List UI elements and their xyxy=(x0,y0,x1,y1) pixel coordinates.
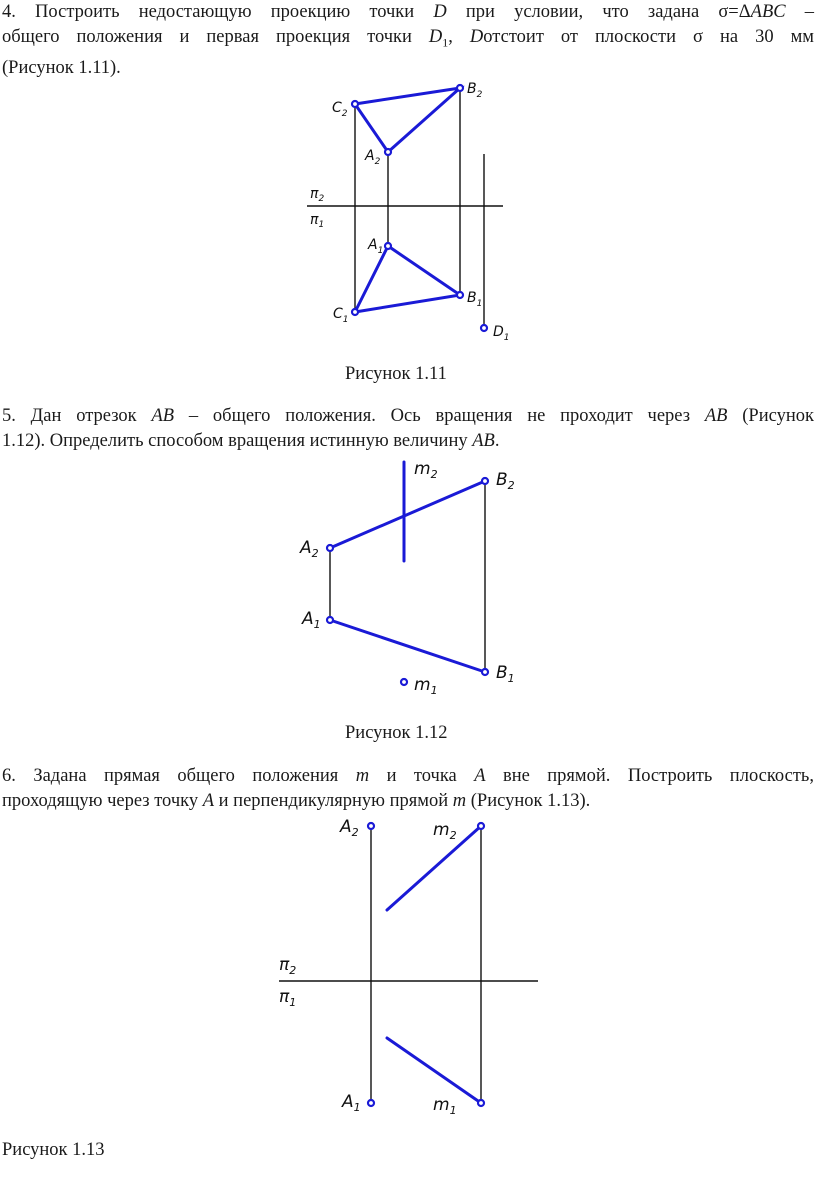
fig12-label-a2: $A_2$ xyxy=(300,538,319,560)
fig12-label-a1: $A_1$ xyxy=(302,609,321,631)
fig12-point-b2 xyxy=(482,478,488,484)
fig11-label-pi1: $\pi_1$ xyxy=(310,212,325,230)
fig13-label-a1: $A_1$ xyxy=(342,1092,361,1114)
fig11-caption: Рисунок 1.11 xyxy=(345,364,447,384)
fig11-label-c2: $C_2$ xyxy=(332,100,348,119)
fig12-point-a2 xyxy=(327,545,333,551)
task5-line1: 5. Дан отрезок AB – общего положения. Ось вращения не проходит через AB (Рисунок xyxy=(2,406,814,426)
fig11-point-c1 xyxy=(352,309,358,315)
task4-line3: (Рисунок 1.11). xyxy=(2,57,121,78)
fig11-point-b1 xyxy=(457,292,463,298)
fig12-label-m1: $m_1$ xyxy=(414,675,438,697)
fig12-segment-ab1 xyxy=(330,620,485,672)
fig13-line-m1 xyxy=(387,1038,481,1103)
fig11-triangle-1 xyxy=(355,246,460,312)
fig12-caption: Рисунок 1.12 xyxy=(345,723,448,743)
fig12-point-m1 xyxy=(401,679,407,685)
figure-1-11 xyxy=(0,0,816,360)
task6-text xyxy=(2,764,814,814)
fig12-segment-ab2 xyxy=(330,481,485,548)
figure-1-12 xyxy=(0,440,816,740)
fig12-point-b1 xyxy=(482,669,488,675)
fig11-label-d1: $D_1$ xyxy=(493,324,510,343)
task6-line1: 6. Задана прямая общего положения m и точка A вне прямой. Построить плоскость, xyxy=(2,766,814,786)
fig11-label-pi2: $\pi_2$ xyxy=(310,186,325,204)
fig13-label-pi1: $\pi_1$ xyxy=(279,987,297,1009)
fig11-label-b1: $B_1$ xyxy=(467,290,483,309)
task6-line2: проходящую через точку A и перпендикулярную прямой m (Рисунок 1.13). xyxy=(2,791,591,811)
fig11-triangle-2 xyxy=(355,88,460,152)
fig11-point-a1 xyxy=(385,243,391,249)
fig12-point-a1 xyxy=(327,617,333,623)
fig11-point-d1 xyxy=(481,325,487,331)
fig11-label-a2: $A_2$ xyxy=(365,148,381,167)
task5-line2: 1.12). Определить способом вращения истинную величину AB. xyxy=(2,431,500,451)
fig11-label-b2: $B_2$ xyxy=(467,81,483,100)
fig13-point-m1 xyxy=(478,1100,484,1106)
figure-1-13 xyxy=(0,810,816,1130)
fig11-point-c2 xyxy=(352,101,358,107)
fig13-label-m1: $m_1$ xyxy=(433,1095,457,1117)
fig13-point-a1 xyxy=(368,1100,374,1106)
fig12-label-b2: $B_2$ xyxy=(496,470,515,492)
fig13-label-pi2: $\pi_2$ xyxy=(279,955,297,977)
task4-line2: общего положения и первая проекция точки $D_1$, Dотстоит от плоскости σ на 30 мм xyxy=(2,27,815,50)
task4-line1: 4. Построить недостающую проекцию точки D при условии, что задана σ=ΔABC – xyxy=(2,2,815,22)
fig13-label-m2: $m_2$ xyxy=(433,820,457,842)
fig13-caption: Рисунок 1.13 xyxy=(2,1140,105,1160)
fig12-label-m2: $m_2$ xyxy=(414,459,438,481)
fig13-point-m2 xyxy=(478,823,484,829)
fig12-label-b1: $B_1$ xyxy=(496,663,515,685)
fig11-label-a1: $A_1$ xyxy=(368,237,384,256)
fig11-point-a2 xyxy=(385,149,391,155)
fig13-label-a2: $A_2$ xyxy=(340,817,359,839)
fig11-label-c1: $C_1$ xyxy=(333,306,349,325)
fig13-point-a2 xyxy=(368,823,374,829)
fig11-point-b2 xyxy=(457,85,463,91)
